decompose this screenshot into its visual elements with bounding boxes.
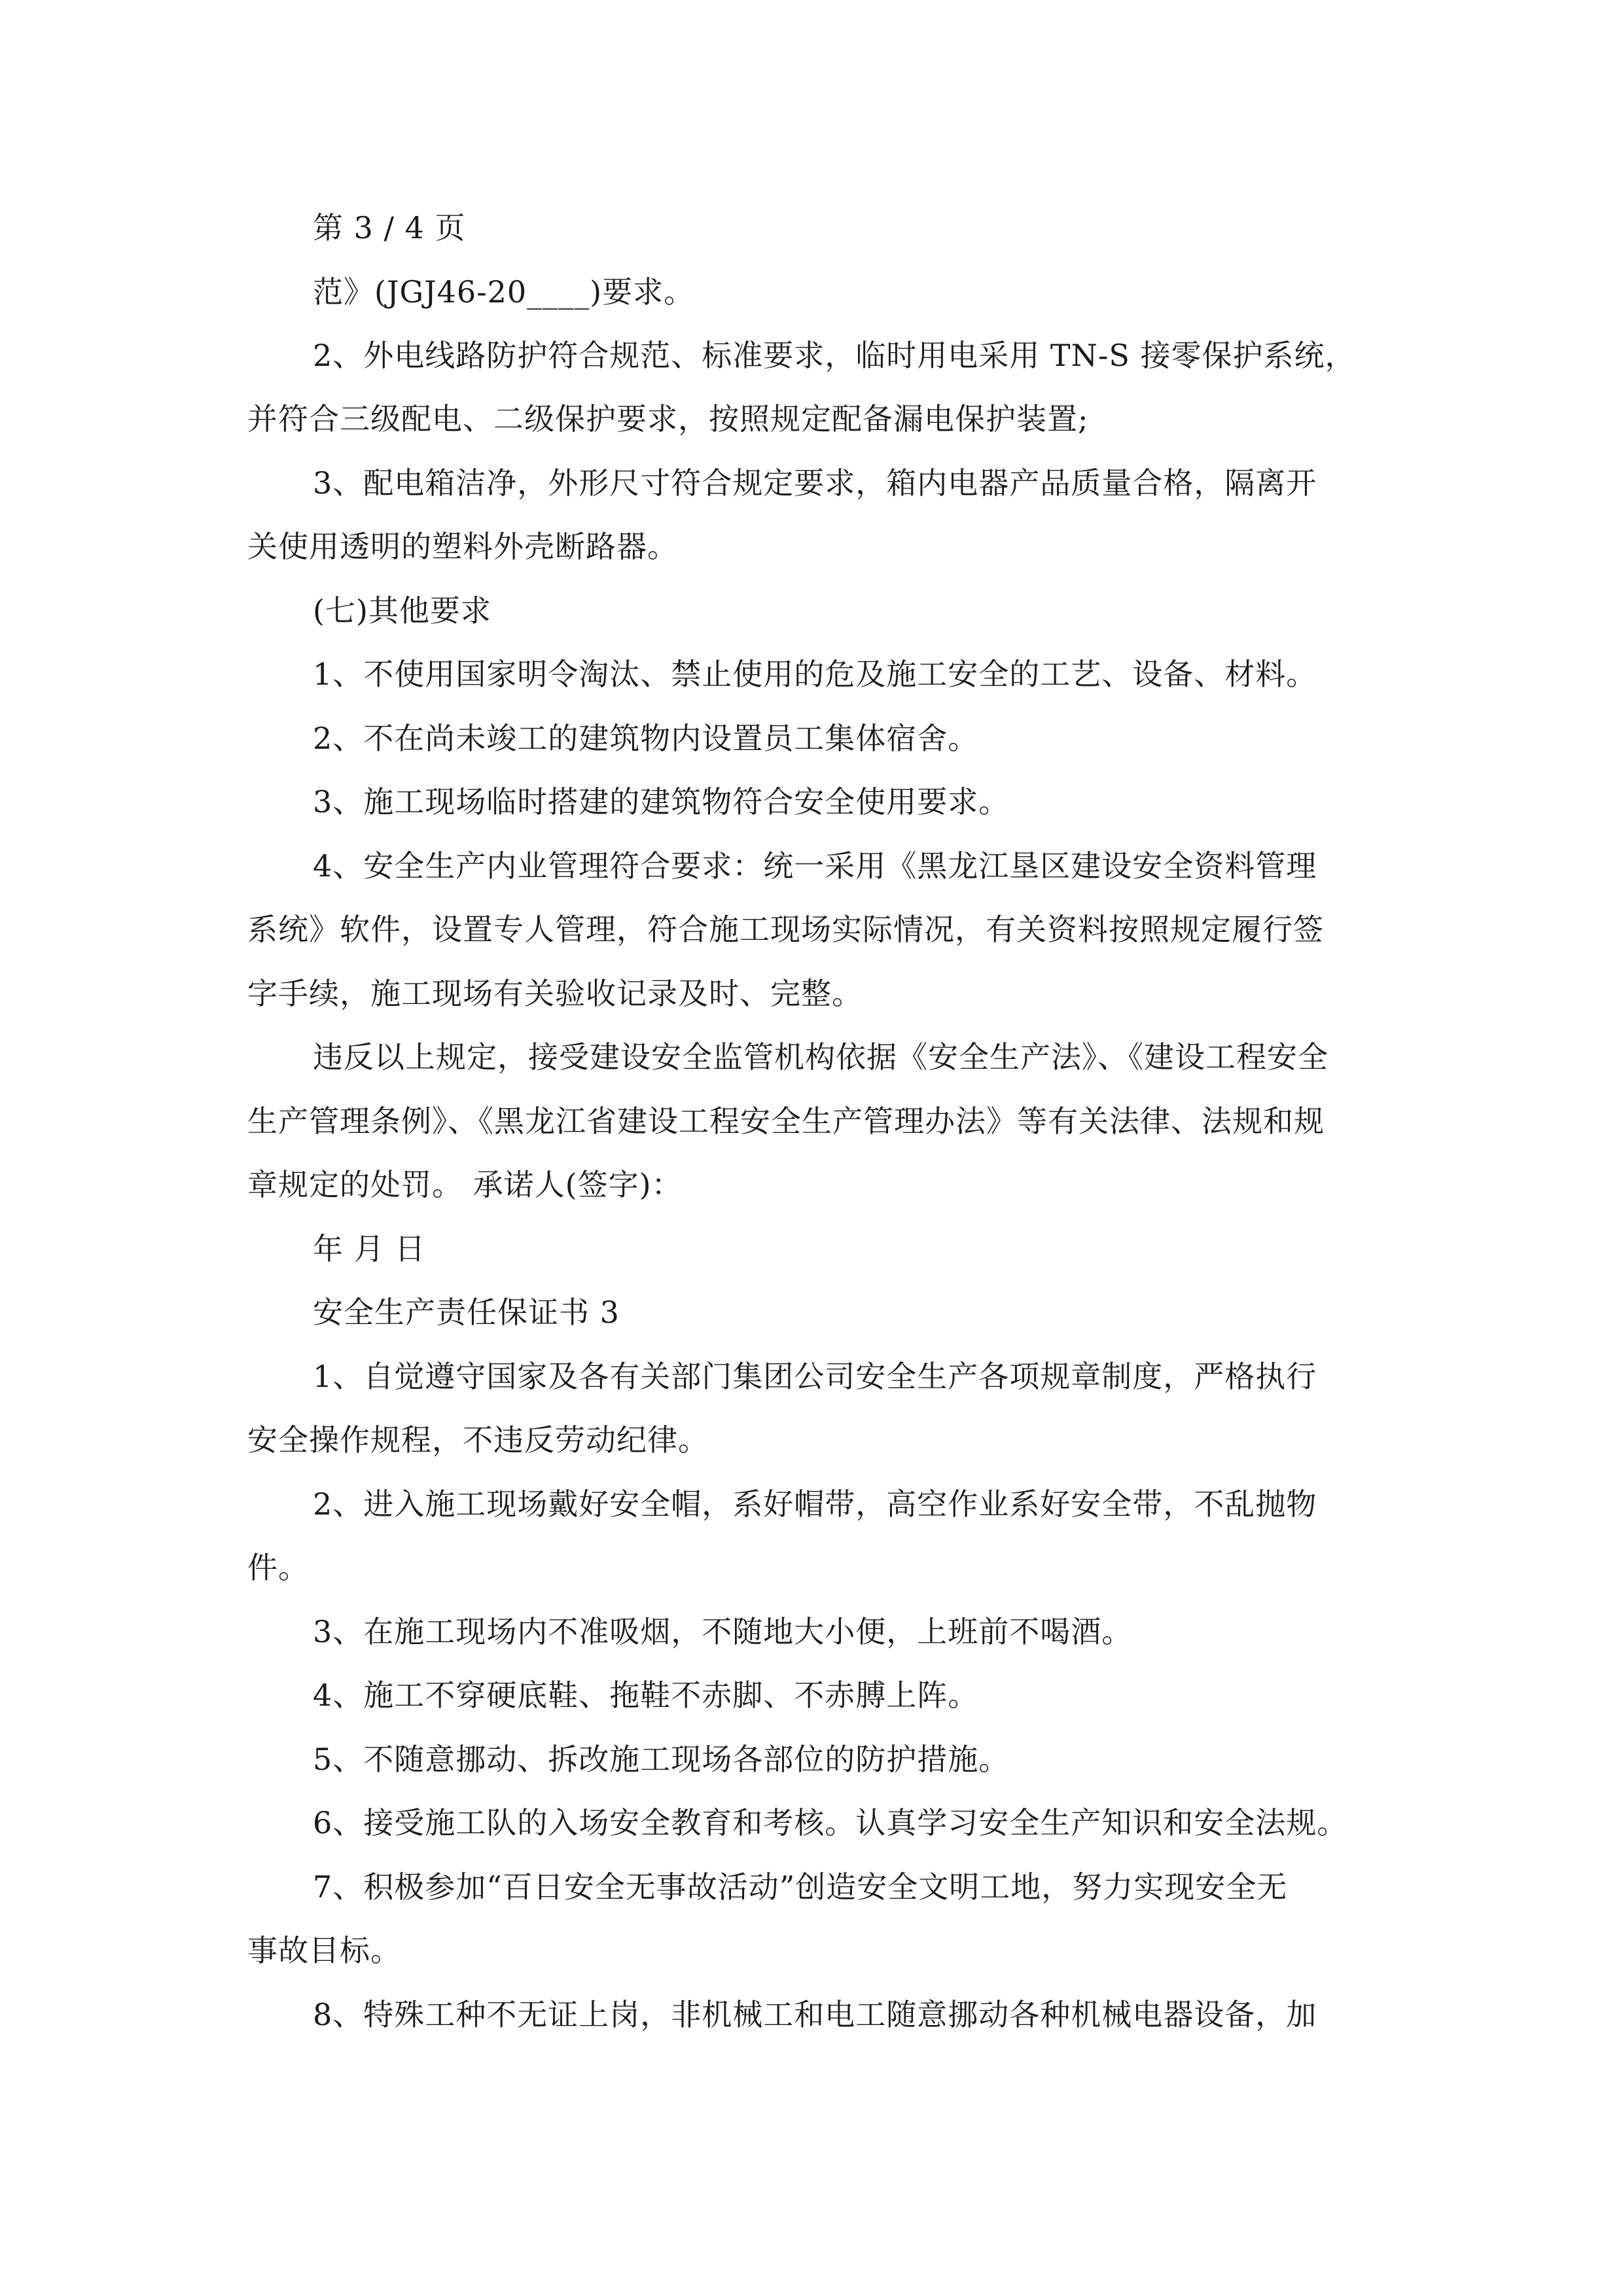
text-line: 1、不使用国家明令淘汰、禁止使用的危及施工安全的工艺、设备、材料。 bbox=[313, 656, 1317, 692]
document-title: 安全生产责任保证书 3 bbox=[313, 1295, 620, 1330]
text-line: 字手续，施工现场有关验收记录及时、完整。 bbox=[247, 976, 863, 1011]
text-line: 3、施工现场临时搭建的建筑物符合安全使用要求。 bbox=[313, 784, 1010, 819]
text-line: 事故目标。 bbox=[247, 1933, 401, 1968]
section-heading: (七)其他要求 bbox=[313, 593, 491, 628]
text-line: 7、积极参加“百日安全无事故活动”创造安全文明工地，努力实现安全无 bbox=[313, 1869, 1288, 1905]
text-line: 3、配电箱洁净，外形尺寸符合规定要求，箱内电器产品质量合格，隔离开 bbox=[313, 465, 1317, 501]
signature-line: 章规定的处罚。 承诺人(签字)： bbox=[247, 1167, 683, 1202]
text-line: 生产管理条例》、《黑龙江省建设工程安全生产管理办法》等有关法律、法规和规 bbox=[247, 1103, 1325, 1139]
text-line: 2、外电线路防护符合规范、标准要求，临时用电采用 TN-S 接零保护系统， bbox=[313, 338, 1356, 373]
text-line: 3、在施工现场内不准吸烟，不随地大小便，上班前不喝酒。 bbox=[313, 1614, 1133, 1649]
text-line: 2、不在尚未竣工的建筑物内设置员工集体宿舍。 bbox=[313, 721, 979, 756]
text-line: 6、接受施工队的入场安全教育和考核。认真学习安全生产知识和安全法规。 bbox=[313, 1805, 1348, 1840]
text-line: 8、特殊工种不无证上岗，非机械工和电工随意挪动各种机械电器设备，加 bbox=[313, 1997, 1317, 2032]
text-line: 4、施工不穿硬底鞋、拖鞋不赤脚、不赤膊上阵。 bbox=[313, 1677, 979, 1713]
text-line: 5、不随意挪动、拆改施工现场各部位的防护措施。 bbox=[313, 1742, 1010, 1777]
text-line: 1、自觉遵守国家及各有关部门集团公司安全生产各项规章制度，严格执行 bbox=[313, 1359, 1317, 1394]
date-line: 年 月 日 bbox=[313, 1231, 426, 1266]
text-line: 2、进入施工现场戴好安全帽，系好帽带，高空作业系好安全带，不乱抛物 bbox=[313, 1486, 1317, 1522]
text-line: 违反以上规定，接受建设安全监管机构依据《安全生产法》、《建设工程安全 bbox=[313, 1039, 1329, 1075]
text-line: 系统》软件，设置专人管理，符合施工现场实际情况，有关资料按照规定履行签 bbox=[247, 912, 1324, 947]
text-line: 关使用透明的塑料外壳断路器。 bbox=[247, 529, 678, 564]
text-line: 范》(JGJ46-20____)要求。 bbox=[313, 274, 695, 310]
page-header: 第 3 / 4 页 bbox=[313, 210, 466, 245]
text-line: 安全操作规程，不违反劳动纪律。 bbox=[247, 1422, 709, 1458]
text-line: 4、安全生产内业管理符合要求：统一采用《黑龙江垦区建设安全资料管理 bbox=[313, 848, 1317, 884]
text-line: 件。 bbox=[247, 1550, 309, 1585]
text-line: 并符合三级配电、二级保护要求，按照规定配备漏电保护装置; bbox=[247, 401, 1089, 437]
